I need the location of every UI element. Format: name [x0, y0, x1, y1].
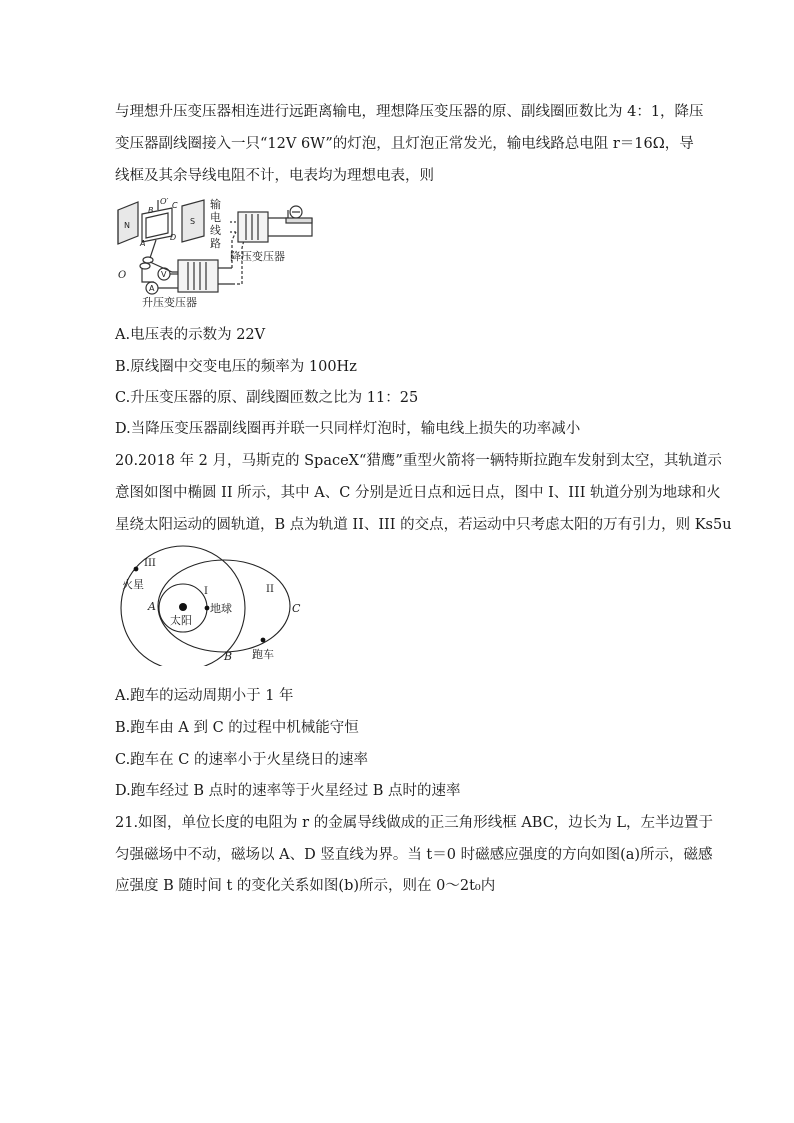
point-b-label: B [224, 650, 233, 663]
orbit-i-label: I [204, 586, 208, 597]
mars-label: 火星 [122, 578, 144, 591]
transmission-line-label-4: 路 [210, 237, 221, 250]
q20-option-a: A.跑车的运动周期小于 1 年 [115, 688, 294, 704]
q20-intro-line-1: 20.2018 年 2 月，马斯克的 SpaceX“猎鹰”重型火箭将一辆特斯拉跑车发射到太空，其轨道示 [115, 453, 722, 469]
q20-option-b: B.跑车由 A 到 C 的过程中机械能守恒 [115, 720, 359, 736]
orbit-iii-label: III [144, 558, 156, 569]
voltmeter-label: V [161, 270, 167, 279]
orbit-diagram-figure [112, 542, 312, 666]
q20-intro-line-2: 意图如图中椭圆 II 所示，其中 A、C 分别是近日点和远日点，图中 I、III 轨道分别为地球和火 [115, 485, 721, 501]
earth-label: 地球 [210, 602, 232, 615]
ammeter-label: A [149, 284, 155, 293]
step-down-transformer-label: 降压变压器 [230, 250, 285, 263]
axis-o-prime-label: O′ [160, 197, 169, 206]
q21-line-3: 应强度 B 随时间 t 的变化关系如图(b)所示，则在 0～2t₀内 [115, 878, 496, 894]
transmission-line-label-3: 线 [210, 224, 221, 237]
q20-option-d: D.跑车经过 B 点时的速率等于火星经过 B 点时的速率 [115, 783, 461, 799]
q19-option-d: D.当降压变压器副线圈再并联一只同样灯泡时，输电线上损失的功率减小 [115, 421, 581, 437]
sun-dot [179, 603, 187, 611]
q19-option-b: B.原线圈中交变电压的频率为 100Hz [115, 359, 357, 375]
coil-a-label: A [140, 239, 146, 248]
step-up-transformer-label: 升压变压器 [142, 296, 197, 309]
q21-line-2: 匀强磁场中不动，磁场以 A、D 竖直线为界。当 t＝0 时磁感应强度的方向如图(a)所示，磁感 [115, 847, 713, 863]
car-label: 跑车 [252, 648, 274, 661]
car-dot [261, 638, 266, 643]
q19-option-a: A.电压表的示数为 22V [115, 327, 266, 343]
q20-option-c: C.跑车在 C 的速率小于火星绕日的速率 [115, 752, 368, 768]
transmission-line-label-2: 电 [210, 211, 221, 224]
mars-dot [134, 567, 139, 572]
q21-line-1: 21.如图，单位长度的电阻为 r 的金属导线做成的正三角形线框 ABC，边长为 L，左半边置于 [115, 815, 714, 831]
point-c-label: C [292, 602, 301, 615]
magnet-s-label: S [190, 217, 196, 226]
point-a-label: A [148, 600, 156, 613]
earth-dot [205, 606, 210, 611]
q19-option-c: C.升压变压器的原、副线圈匝数之比为 11：25 [115, 390, 419, 406]
coil-b-label: B [148, 206, 154, 215]
transmission-line-label-1: 输 [210, 198, 221, 211]
q19-intro-line-2: 变压器副线圈接入一只“12V 6W”的灯泡，且灯泡正常发光，输电线路总电阻 r＝16Ω，导 [115, 136, 694, 152]
axis-o-label: O [118, 270, 127, 281]
transmission-circuit-figure [112, 196, 324, 312]
orbit-ii-label: II [266, 584, 274, 595]
q19-intro-line-3: 线框及其余导线电阻不计，电表均为理想电表，则 [115, 168, 434, 184]
coil-c-label: C [172, 201, 178, 210]
coil-d-label: D [170, 233, 177, 242]
q19-intro-line-1: 与理想升压变压器相连进行远距离输电，理想降压变压器的原、副线圈匝数比为 4：1，降压 [115, 104, 704, 120]
q20-intro-line-3: 星绕太阳运动的圆轨道，B 点为轨道 II、III 的交点，若运动中只考虑太阳的万有引力，则 Ks5u [115, 517, 732, 533]
sun-label: 太阳 [170, 614, 192, 627]
magnet-n-label: N [124, 221, 130, 230]
